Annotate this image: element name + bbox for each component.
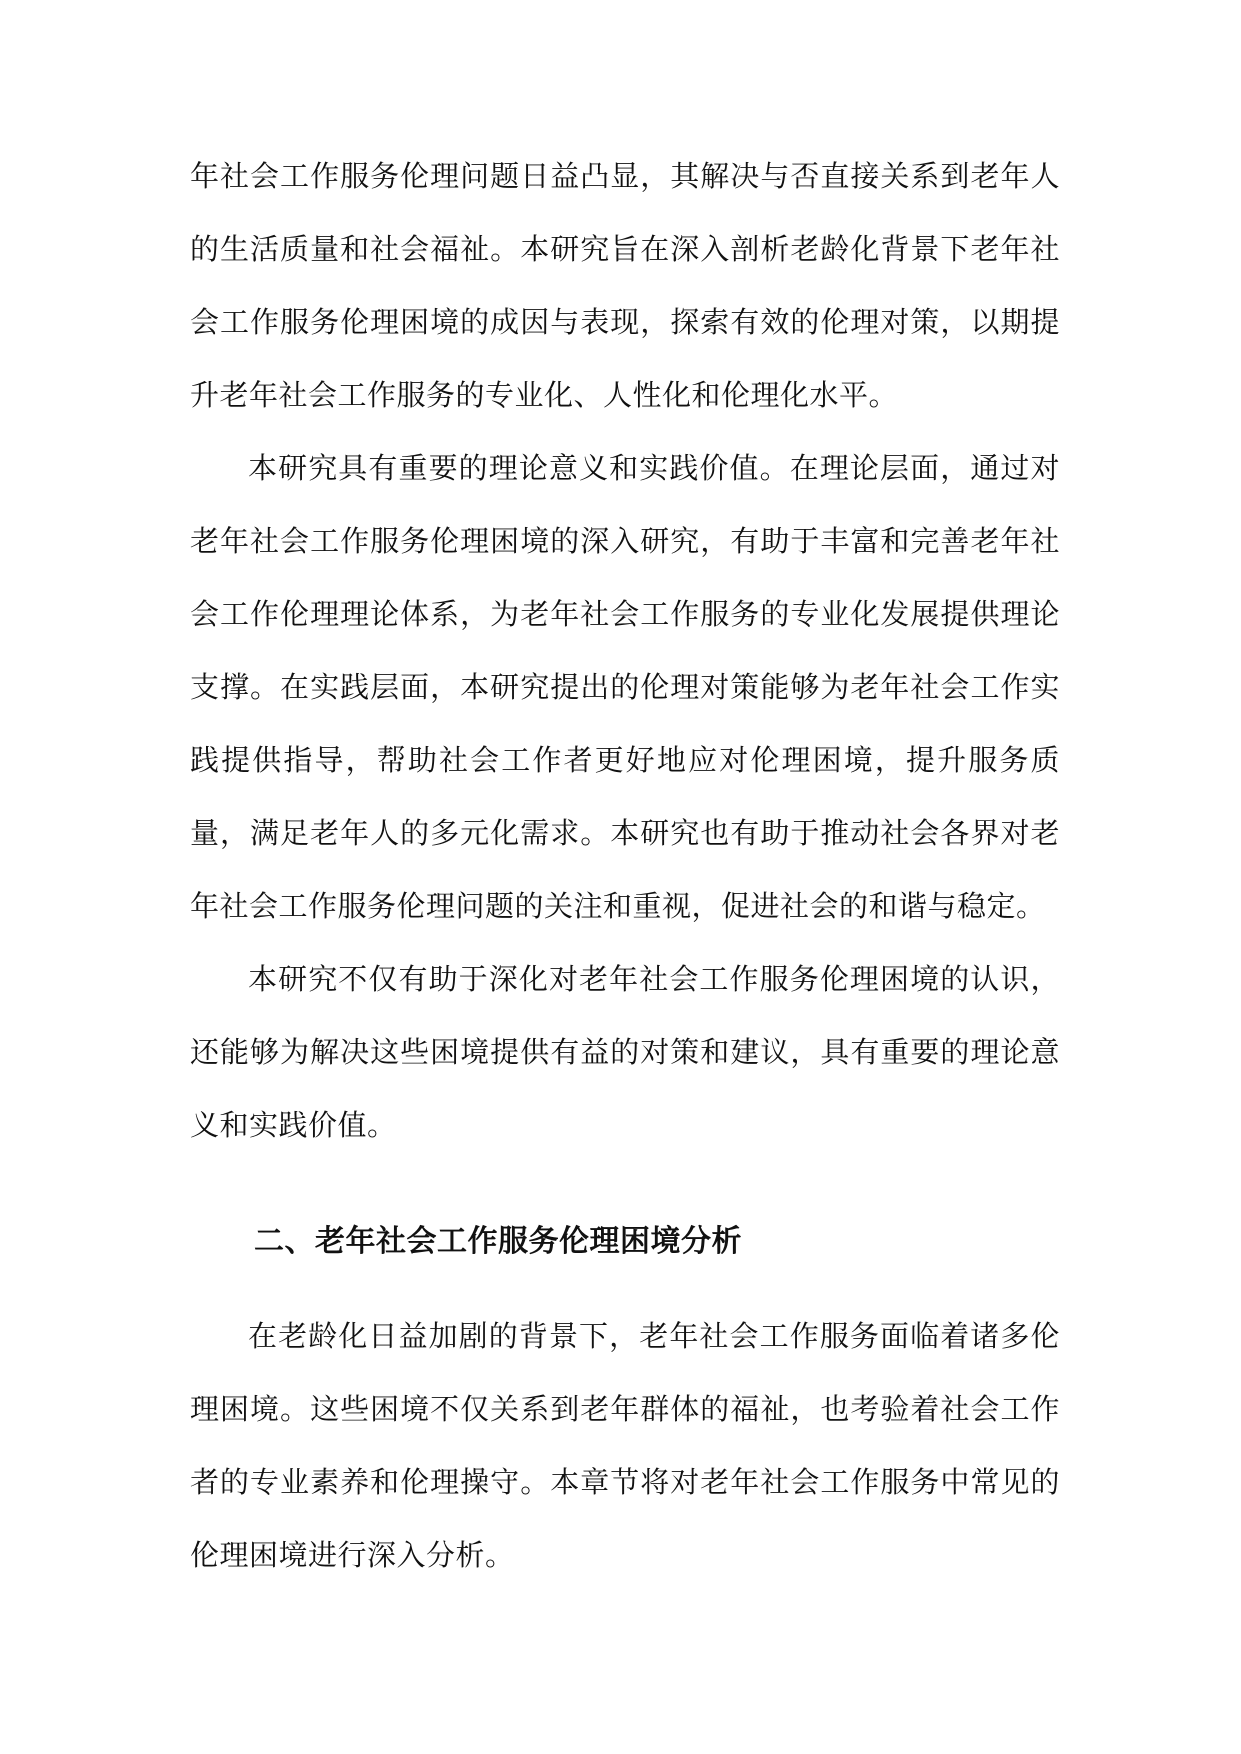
section-heading: 二、老年社会工作服务伦理困境分析 <box>254 1224 742 1259</box>
paragraph-section-intro: 在老龄化日益加剧的背景下，老年社会工作服务面临着诸多伦理困境。这些困境不仅关系到老年群体的福祉，也考验着社会工作者的专业素养和伦理操守。本章节将对老年社会工作服务中常见的伦理困境进行深入分析。 <box>190 1319 1060 1572</box>
paragraph-intro-continuation: 年社会工作服务伦理问题日益凸显，其解决与否直接关系到老年人的生活质量和社会福祉。本研究旨在深入剖析老龄化背景下老年社会工作服务伦理困境的成因与表现，探索有效的伦理对策，以期提升老年社会工作服务的专业化、人性化和伦理化水平。 <box>190 159 1060 412</box>
paragraph-research-significance: 本研究具有重要的理论意义和实践价值。在理论层面，通过对老年社会工作服务伦理困境的深入研究，有助于丰富和完善老年社会工作伦理理论体系，为老年社会工作服务的专业化发展提供理论支撑。在实践层面，本研究提出的伦理对策能够为老年社会工作实践提供指导，帮助社会工作者更好地应对伦理困境，提升服务质量，满足老年人的多元化需求。本研究也有助于推动社会各界对老年社会工作服务伦理问题的关注和重视，促进社会的和谐与稳定。 <box>190 451 1060 923</box>
document-page <box>190 140 1060 1592</box>
paragraph-research-value: 本研究不仅有助于深化对老年社会工作服务伦理困境的认识，还能够为解决这些困境提供有益的对策和建议，具有重要的理论意义和实践价值。 <box>190 962 1060 1142</box>
